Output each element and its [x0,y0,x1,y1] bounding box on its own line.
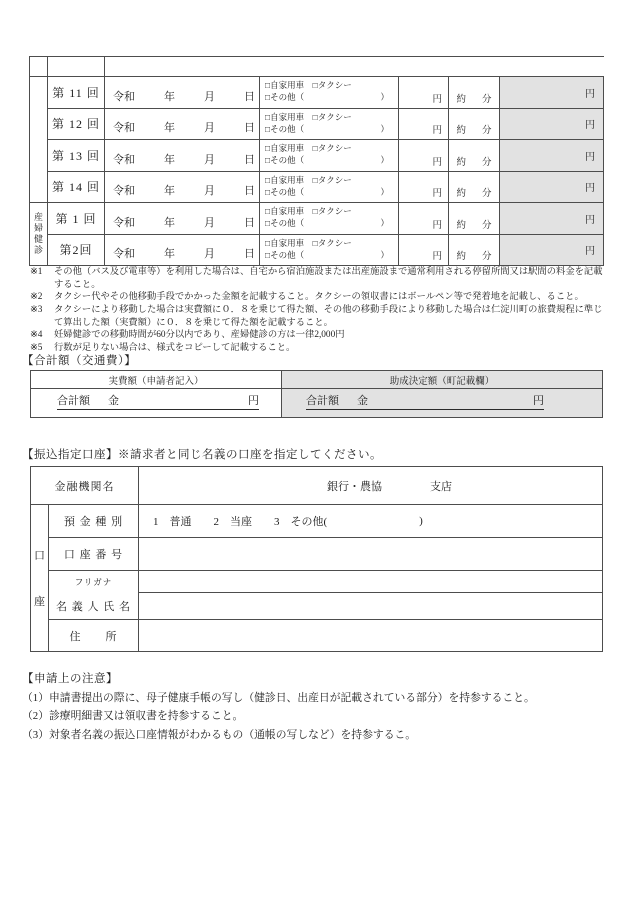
table-row [30,108,604,140]
fare-amount-cell: 円 [399,171,449,203]
account-number-value-cell [139,538,603,571]
cutoff-group-cell [30,57,48,77]
account-number-label: 口 座 番 号 [49,538,139,571]
grant-amount-cell: 円 [500,171,604,203]
table-row [30,140,604,172]
travel-time-cell: 約 分 [449,171,500,203]
table-row [30,171,604,203]
footnote-4: ※4 妊婦健診での移動時間が60分以内であり、産婦健診の方は一律2,000円 [30,330,345,341]
era-label: 令和 [113,90,135,103]
visit-date-cell: 令和 年 月 日 [105,140,260,172]
grant-amount-cell: 円 [500,234,604,266]
actual-cost-total-cell: 合計額 金 円 [31,389,282,418]
year-label: 年 [164,90,175,103]
transport-checkboxes: □自家用車 □タクシー [265,80,352,91]
transport-mode-cell: □自家用車 □タクシー □その他（ ） [260,234,399,266]
application-notes-heading: 【申請上の注意】 [22,673,118,685]
transport-mode-cell: □自家用車 □タクシー □その他（ ） [260,171,399,203]
visit-number: 第2回 [48,234,105,266]
travel-time-cell: 約 分 [449,203,500,235]
grant-amount-cell: 円 [500,140,604,172]
grant-decision-total-cell: 合計額 金 円 [282,389,603,418]
account-side-label: 口 座 [31,505,49,652]
day-label: 日 [244,90,255,103]
visit-number: 第 14 回 [48,171,105,203]
travel-time-cell: 約 分 [449,234,500,266]
bank-account-table [30,466,603,652]
visit-date-cell: 令和 年 月 日 [105,108,260,140]
institution-label: 金融機関名 [31,467,139,505]
table-row [30,234,604,266]
total-label: 合計額 [306,394,339,407]
postpartum-group-cell [30,203,48,266]
travel-time-cell: 約 分 [449,140,500,172]
institution-value-cell [139,467,603,505]
address-label: 住 所 [49,620,139,652]
transport-mode-cell [260,77,399,109]
transport-mode-cell: □自家用車 □タクシー □その他（ ） [260,140,399,172]
fare-amount-cell: 円 [399,108,449,140]
postpartum-group-label: 産婦健診 [33,212,43,256]
total-label: 合計額 [57,394,90,407]
application-note-2: （2）診療明細書又は領収書を持参すること。 [22,710,244,723]
fare-amount-cell: 円 [399,140,449,172]
deposit-type-label: 預 金 種 別 [49,505,139,538]
table-cutoff-row [30,57,604,77]
pregnancy-group-cell [30,77,48,203]
footnotes [30,266,608,354]
application-notes [22,689,614,744]
visit-date-cell: 令和 年 月 日 [105,171,260,203]
footnote-3: ※3 タクシーにより移動した場合は実費額に０．８を乗じて得た額、その他の移動手段により移動した場合は仁淀川町の旅費規程に準じて算出した額（実費額）に０．８を乗じて得た額を記載すること。 [30,304,603,328]
month-label: 月 [204,90,215,103]
branch-label: 支店 [430,480,452,493]
cutoff-rest-cell [105,57,604,77]
table-row [30,203,604,235]
transport-mode-cell: □自家用車 □タクシー □その他（ ） [260,108,399,140]
holder-label: 名 義 人 氏 名 [56,601,131,613]
application-note-3: （3）対象者名義の振込口座情報がわかるもの（通帳の写しなど）を持参するこ。 [22,728,417,741]
travel-time-cell: 約 分 [449,77,500,109]
grant-amount-cell: 円 [500,77,604,109]
visit-date-cell: 令和 年 月 日 [105,234,260,266]
travel-time-cell: 約 分 [449,108,500,140]
bank-section-heading: 【振込指定口座】※請求者と同じ名義の口座を指定してください。 [22,449,382,461]
table-row [30,77,604,109]
footnote-2: ※2 タクシー代やその他移動手段でかかった金額を記載すること。タクシーの領収書にはボールペン等で発着地を記載し、ること。 [30,292,584,303]
visit-number: 第 1 回 [48,203,105,235]
visit-date-cell [105,77,260,109]
bank-or-coop-label: 銀行・農協 [327,480,382,493]
transport-other-checkbox: □その他（ [265,92,305,103]
total-amount-table [30,370,603,418]
fare-amount-cell: 円 [399,77,449,109]
furigana-value-cell [139,571,603,593]
application-note-1: （1）申請書提出の際に、母子健康手帳の写し（健診日、出産日が記載されている部分）を持参すること。 [22,692,535,704]
holder-name-value-cell [139,593,603,620]
furigana-label: フリガナ [74,577,113,587]
visit-number: 第 13 回 [48,140,105,172]
visit-date-cell: 令和 年 月 日 [105,203,260,235]
visit-number: 第 12 回 [48,108,105,140]
cutoff-round-cell [48,57,105,77]
footnote-1: ※1 その他（バス及び電車等）を利用した場合は、自宅から宿泊施設または出産施設まで通常利用される停留所間又は駅間の料金を記載すること。 [30,267,603,290]
holder-name-label-cell [49,571,139,620]
travel-expense-table [29,56,604,266]
transport-mode-cell: □自家用車 □タクシー □その他（ ） [260,203,399,235]
visit-number: 第 11 回 [48,77,105,109]
total-section-heading: 【合計額（交通費）】 [22,355,137,367]
address-value-cell [139,620,603,652]
grant-amount-cell: 円 [500,108,604,140]
footnote-5: ※5 行数が足りない場合は、様式をコピーして記載すること。 [30,342,296,353]
deposit-type-value-cell: 1 普通 2 当座 3 その他( ) [139,505,603,538]
fare-amount-cell: 円 [399,234,449,266]
transport-other-close: ） [380,92,389,103]
grant-decision-header: 助成決定額（町記載欄） [282,371,603,389]
fare-amount-cell: 円 [399,203,449,235]
grant-amount-cell: 円 [500,203,604,235]
actual-cost-header: 実費額（申請者記入） [31,371,282,389]
